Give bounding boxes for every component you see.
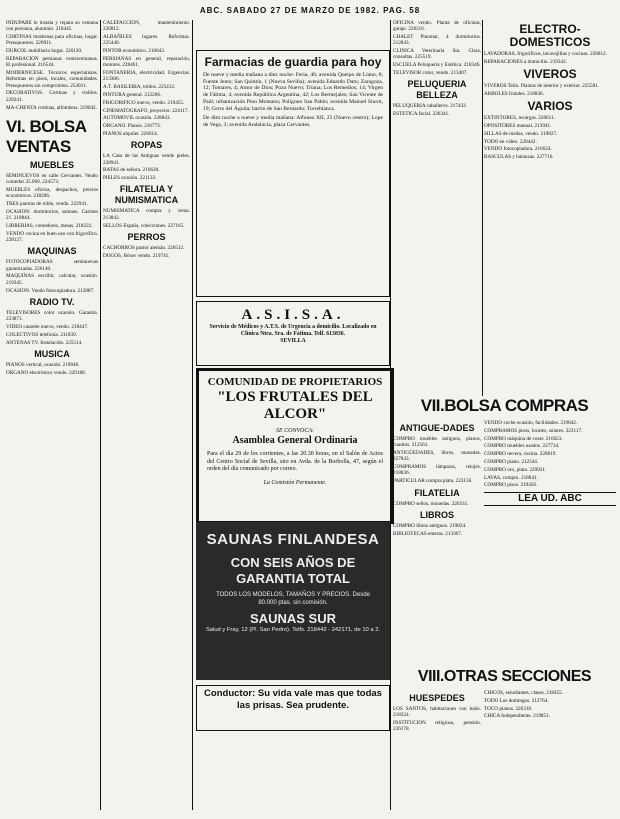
- classified-ad: TELEVISORES color ocasión. Garantía. 223871.: [6, 309, 98, 323]
- comunidad-body: Para el día 29 de los corrientes, a las 20.30 horas, en el Salón de Actos del Centro Social de Sevilla, sito en Avda. de la Borbolla, 47, según el orden del día comunicado por correo.: [207, 451, 383, 472]
- classified-ad: VENDO cocina en buen uso con frigorífico. 228127.: [6, 230, 98, 244]
- comunidad-line1: COMUNIDAD DE PROPIETARIOS: [207, 376, 383, 388]
- classified-ad: COMPRAMOS pisos, locales, solares. 223117.: [484, 427, 583, 434]
- column-rule: [100, 20, 101, 810]
- classified-ad: OPOSITORES manual. 213941.: [484, 122, 552, 129]
- bolsa-compras-title: VII.BOLSA COMPRAS: [420, 396, 589, 415]
- classified-ad: LIBRERIAS, comedores, mesas. 218222.: [6, 222, 93, 229]
- page-header: ABC. SABADO 27 DE MARZO DE 1982. PAG. 58: [199, 6, 421, 15]
- column-4: [484, 20, 616, 430]
- classified-ad: SILLAS de ruedas, vendo. 219827.: [484, 130, 558, 137]
- column-4-otras: [484, 690, 616, 810]
- farmacias-body: De nueve y media mañana a diez noche: Feria, 46; avenida Queipo de Llano, 8; Fuente Jerez; San Quintín, 1 (Nueva Sevilla); avenida Eduardo Dato; Zaragoza, 12; Tomares, 4; Amor de Dios; Pozo Nuevo; Triana; Los Remedios, 14; Virgen de Fátima, 4; avenida República Argentina, 42; Los Bermejales; San Vicente de Paúl; urbanización Pino Montano; Polígono San Pablo; avenida Manuel Siurot, 19; Cerro del Águila; barrio de San Bernardo; Torreblanca.: [203, 72, 383, 112]
- classified-ad: VIDEO cassette nuevo, vendo. 218447.: [6, 323, 89, 330]
- classified-ad: COMPRO libros antiguos. 219824.: [393, 522, 467, 529]
- classified-ad: ESTETICA facial. 226341.: [393, 111, 450, 118]
- asisa-title: A.S.I.S.A.: [241, 307, 345, 323]
- classified-ad: BASCULAS y balanzas. 227716.: [484, 154, 554, 161]
- classified-ad: A.T. BASILERIA, toldos. 225412.: [103, 84, 176, 91]
- classified-ad: VENDO coche ocasión, facilidades. 219842.: [484, 420, 578, 426]
- classified-ad: COMPRO pisos. 219456.: [484, 482, 538, 489]
- section-heading-varios: VARIOS: [527, 99, 573, 114]
- classified-ad: FOTOCOPIADORAS seminuevas garantizadas. 226140.: [6, 259, 98, 272]
- classified-ad: PINTOR económico. 216643.: [103, 48, 166, 55]
- classified-ad: VENDO fotocopiadora. 216624.: [484, 146, 552, 153]
- classified-ad: ORGANO electrónico vendo. 229188.: [6, 369, 86, 376]
- section-heading-radio: RADIO TV.: [29, 296, 75, 307]
- classified-ad: ORGANO. Pianos. 216773.: [103, 123, 162, 130]
- classified-ad: TODO Los domingos. 212764.: [484, 697, 549, 704]
- column-rule: [482, 20, 483, 396]
- classified-ad: PELUQUERIA caballeros. 217432.: [393, 103, 468, 110]
- section-heading-filatelia-b: FILATELIA: [414, 487, 460, 498]
- column-3-huespedes: [393, 690, 481, 810]
- classified-ad: PIELES ocasión. 221133.: [103, 175, 157, 182]
- column-2: [103, 20, 190, 810]
- classified-ad: PINTURA general. 212266.: [103, 91, 162, 98]
- section-heading-antiguedades: ANTIGUE-DADES: [399, 423, 475, 433]
- classified-ad: ANTIGÜEDADES, libros, monedas. 227843.: [393, 450, 481, 463]
- classified-ad: MA-CHENTA cortinas, alfombras. 219042.: [6, 104, 97, 111]
- classified-ad: COMPRO sellos, monedas. 226331.: [393, 500, 469, 507]
- comunidad-convoca: SE CONVOCA:: [276, 428, 314, 434]
- classified-ad: REPARACIONES a domicilio. 219342.: [484, 58, 567, 65]
- classified-ad: OCASION. Vendo fotocopiadora. 212887.: [6, 287, 95, 294]
- otras-secciones-title: VIII.OTRAS SECCIONES: [417, 668, 592, 685]
- section-heading-perros: PERROS: [127, 231, 166, 242]
- section-heading-filatelia: FILATELIA Y NUMISMATICA: [114, 184, 179, 206]
- classified-ad: BATAS de señora. 216620.: [103, 167, 160, 174]
- comunidad-line2: "LOS FRUTALES DEL ALCOR": [217, 389, 373, 422]
- classified-ad: OFICINA vendo. Planta de oficinas, garaje. 228316.: [393, 20, 481, 33]
- asisa-box: [196, 301, 390, 366]
- classified-ad: COMPRO muebles usados. 227734.: [484, 443, 560, 450]
- asisa-body: Servicio de Médicos y A.T.S. de Urgencia a domicilio. Localizado en Clínica Ntra. Sra. de Fátima. Telf. 613836.: [209, 324, 377, 337]
- asisa-city: SEVILLA: [280, 338, 306, 344]
- section-heading-libros: LIBROS: [419, 509, 454, 520]
- classified-ad: PARTICULAR compra plata. 223156.: [393, 478, 473, 485]
- classified-ad: ESCUELA Peluquería y Estética. 218346.: [393, 62, 481, 69]
- farmacias-extra: De diez noche a nueve y media mañana: Alfonso XII, 25 (Nuevo centro); Lope de Vega, 3; avenida Andalucía, plaza Cervantes.: [203, 115, 383, 128]
- classified-ad: CACHORROS pastor alemán. 226512.: [103, 244, 185, 251]
- classified-ad: CHICOS, estudiantes, clases. 218455.: [484, 690, 564, 696]
- classified-ad: DOGOS, Bóxer vendo. 219741.: [103, 252, 170, 259]
- classified-ad: CHICA Independiente. 219851.: [484, 713, 550, 720]
- classified-ad: AUTOMOVIL ocasión. 228843.: [103, 115, 171, 122]
- column-rule: [192, 20, 193, 810]
- classified-ad: CLINICA Veterinaria Sta. Clara, consultas. 225519.: [393, 48, 481, 61]
- bolsa-ventas-title: VI. BOLSA VENTAS: [6, 116, 86, 156]
- classified-ad: COMPRO piano. 212544.: [484, 458, 539, 465]
- saunas-line2: CON SEIS AÑOS DE: [230, 555, 356, 570]
- comunidad-box: [196, 368, 394, 524]
- classified-ad: LOS SANTOS, habitaciones con baño. 218324.: [393, 706, 481, 719]
- classified-ad: COMPRO muebles antiguos, pianos, cuadros. 212561.: [393, 436, 481, 449]
- classified-ad: ARBOLES frutales. 218836.: [484, 90, 544, 97]
- saunas-box: [196, 522, 390, 680]
- classified-ad: PIANOS alquiler. 226614.: [103, 130, 159, 137]
- conductor-box: Conductor: Su vida vale mas que todas las prisas. Sea prudente.: [196, 685, 390, 731]
- column-rule: [390, 20, 391, 810]
- classified-ad: VIVEROS Tello. Plantas de interior y exterior. 225581.: [484, 83, 600, 90]
- classified-ad: BIBLIOTECAS enteras. 213367.: [393, 530, 463, 537]
- section-heading-peluqueria: PELUQUERIA BELLEZA: [407, 79, 467, 101]
- classified-ad: MAQUINAS escribir, calcular, ocasión. 219345.: [6, 273, 98, 286]
- classified-ad: TELEVISOR color, vendo. 213407.: [393, 70, 468, 77]
- classified-ad: CINEMATOGRAFO, proyector. 224117.: [103, 107, 189, 114]
- classified-ad: MODERNICESE. Técnicos especialistas. Reformas en pisos, locales, comunidades. Presupuestos sin compromiso. 253011.: [6, 70, 98, 89]
- classified-ad: FONTANERIA, electricidad. Urgencias. 213306.: [103, 70, 190, 83]
- section-heading-huespedes: HUESPEDES: [409, 693, 465, 703]
- classified-ad: CALEFACCION, mantenimiento. 226812.: [103, 20, 190, 33]
- classified-ad: TRES puertas de roble, vendo. 222941.: [6, 201, 88, 208]
- classified-ad: EXTINTORES, recargas. 226611.: [484, 115, 555, 122]
- saunas-line3: GARANTIA TOTAL: [236, 571, 350, 586]
- comunidad-sign: La Comisión Permanente.: [263, 479, 327, 486]
- classified-ad: COMPRO nevera, cocina. 228819.: [484, 451, 557, 458]
- farmacias-title: Farmacias de guardia para hoy: [204, 55, 382, 69]
- classified-ad: TODO en vídeo. 228442.: [484, 138, 537, 145]
- classified-ad: DURCOL mobiliario hogar. 226120.: [6, 48, 83, 55]
- lea-abc-banner: LEA UD. ABC: [484, 492, 616, 506]
- classified-ad: PERSIANAS en general, reparación, motores. 228461.: [103, 55, 190, 69]
- saunas-line4: SAUNAS SUR: [250, 611, 336, 626]
- classified-ad: CORTINAS modernas para oficinas, hogar. Presupuestos. 226911.: [6, 34, 98, 47]
- classified-ad: LAVAS, compro. 218841.: [484, 474, 538, 481]
- classified-ad: CHALET Pinomar, 4 dormitorios. 212843.: [393, 34, 481, 47]
- classified-ad: COMPRAMOS lámparas, relojes. 218836.: [393, 464, 481, 477]
- saunas-line1: SAUNAS FINLANDESA: [206, 531, 380, 548]
- section-heading-musica: MUSICA: [34, 348, 70, 359]
- classified-ad: INSTITUCION religiosa, pensión. 226178.: [393, 720, 481, 733]
- classified-ad: FRIGORIFICO nuevo, vendo. 219455.: [103, 99, 185, 106]
- classified-ad: LAVADORAS, frigoríficos, lavavajillas y cocinas. 226812.: [484, 51, 607, 57]
- classified-ad: LA Casa de las Antiguas vende pieles. 228941.: [103, 153, 190, 166]
- farmacias-box: [196, 50, 390, 297]
- section-heading-viveros: VIVEROS: [523, 67, 577, 82]
- classified-ad: OCASION: dormitorios, salones. Carmen 21. 218844.: [6, 208, 98, 222]
- classified-ad: REPARACION persianas contraventanas. El profesional. 216544.: [6, 55, 98, 69]
- classified-ad: MUEBLES oficina, despachos, precios económicos. 218206.: [6, 186, 98, 200]
- classified-ad: NUMISMATICA compra y venta. 213842.: [103, 208, 190, 221]
- column-1: [6, 20, 98, 810]
- comunidad-asamblea: Asamblea General Ordinaria: [232, 435, 358, 446]
- classified-ad: ANTENAS TV. Instalación. 225514.: [6, 339, 83, 346]
- classified-ad: ALBAÑILES lugares. Reformas. 225440.: [103, 34, 190, 47]
- section-heading-electro: ELECTRO-DOMESTICOS: [509, 22, 591, 49]
- saunas-address: Salud y Fray, 12 (Pl. San Pedro). Telfs. 218442 - 242171, de 10 a 2.: [205, 627, 381, 633]
- classified-ad: COMPRO oro, plata. 229931.: [484, 466, 547, 473]
- section-heading-ropas: ROPAS: [130, 140, 163, 151]
- classified-ad: COMPRO máquina de coser. 216623.: [484, 435, 563, 442]
- classified-ad: TOCO pianos. 226318.: [484, 705, 533, 712]
- classified-ad: INDUPARE le instala y repara su ventana con persiana, aluminio. 218445.: [6, 20, 98, 33]
- section-heading-maquinas: MAQUINAS: [27, 246, 77, 257]
- classified-ad: COLECTIVOS telefonía. 211839.: [6, 331, 77, 338]
- classified-ad: SEMINUEVOS en calle Cervantes. Vendo comedor 25.000. 224573.: [6, 172, 98, 186]
- classified-ad: SELLOS España, colecciones. 227165.: [103, 222, 185, 229]
- section-heading-muebles: MUEBLES: [29, 159, 74, 170]
- classified-ad: PIANOS vertical, ocasión. 219846.: [6, 361, 80, 368]
- column-3: [393, 20, 481, 430]
- classified-ad: DECORATIVOS. Cortinas y visillos. 228341.: [6, 90, 98, 103]
- saunas-body: TODOS LOS MODELOS, TAMAÑOS Y PRECIOS. Desde 80.000 ptas. sin comisión.: [216, 592, 370, 606]
